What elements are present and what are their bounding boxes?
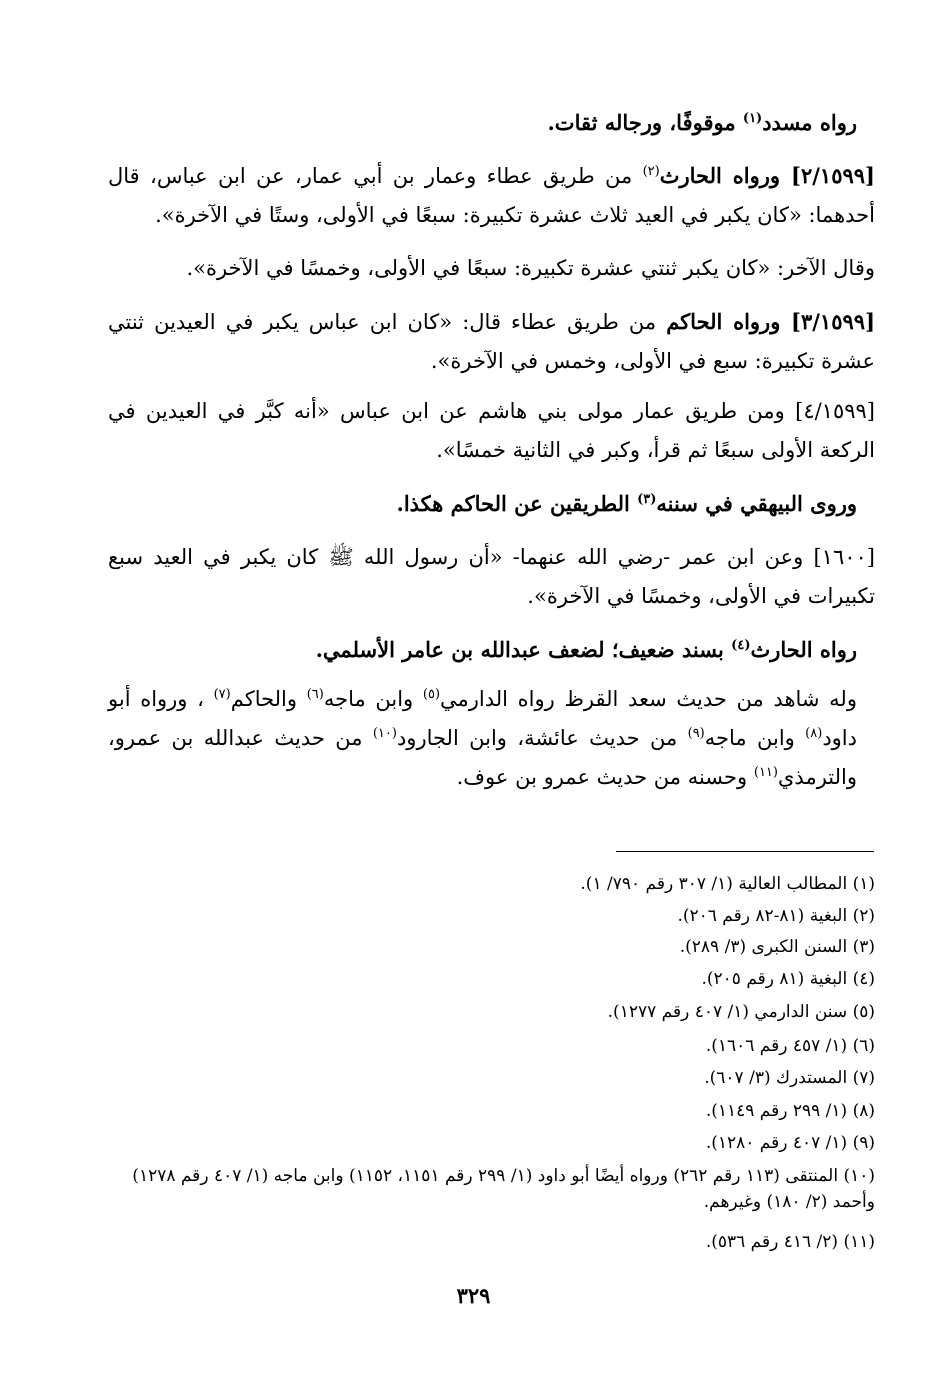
footnote-ref-6[interactable]: (٦) bbox=[306, 687, 324, 702]
footnote-10: (١٠) المنتقى (١١٣ رقم ٢٦٢) ورواه أيضًا أبو داود (١/ ٢٩٩ رقم ١١٥١، ١١٥٢) وابن ماجه (١/ ٤٠٧ رقم ١٢٧٨) وأحمد (٢/ ١٨٠) وغيرهم. bbox=[132, 1166, 875, 1212]
footnote-ref-9[interactable]: (٩) bbox=[687, 726, 705, 741]
footnote-ref-10[interactable]: (١٠) bbox=[372, 726, 397, 741]
paragraph-1: رواه مسدد$^{(١)}$ موقوفًا، ورجاله ثقات. bbox=[547, 110, 857, 135]
footnote-separator bbox=[616, 851, 874, 852]
footnote-11: (١١) (٢/ ٤١٦ رقم ٥٣٦). bbox=[705, 1232, 875, 1252]
page-number: ٣٢٩ bbox=[456, 1283, 491, 1308]
footnote-ref-11[interactable]: (١١) bbox=[753, 765, 778, 780]
footnote-ref-2[interactable]: (٢) bbox=[642, 164, 660, 179]
footnote-ref-5[interactable]: (٥) bbox=[422, 687, 441, 702]
paragraph-8: رواه الحارث$^{(٤)}$ بسند ضعيف؛ لضعف عبدالله بن عامر الأسلمي. bbox=[315, 637, 857, 662]
paragraph-7: [١٦٠٠] وعن ابن عمر -رضي الله عنهما- «أن رسول الله ﷺ كان يكبر في العيد سبع تكبيرات في الأولى، وخمسًا في الآخرة». bbox=[108, 545, 875, 608]
footnote-3: (٣) السنن الكبرى (٣/ ٢٨٩). bbox=[679, 937, 875, 957]
paragraph-9: وله شاهد من حديث سعد القرظ رواه الدارمي$^{(٥)}$ وابن ماجه$^{(٦)}$ والحاكم$^{(٧)}$ ، ورواه أبو داود$^{(٨)}$ وابن ماجه$^{(٩)}$ من حديث عائشة، وابن الجارود$^{(١٠)}$ من حديث عبدالله بن عمرو، والترمذي$^{(١١)}$ وحسنه من حديث عمرو بن عوف. bbox=[108, 687, 857, 789]
footnote-4: (٤) البغية (٨١ رقم ٢٠٥). bbox=[701, 969, 875, 989]
footnote-2: (٢) البغية (٨١-٨٢ رقم ٢٠٦). bbox=[677, 906, 875, 926]
footnote-7: (٧) المستدرك (٣/ ٦٠٧). bbox=[704, 1068, 875, 1088]
paragraph-5: [٤/١٥٩٩] ومن طريق عمار مولى بني هاشم عن ابن عباس «أنه كبَّر في العيدين في الركعة الأولى سبعًا ثم قرأ، وكبر في الثانية خمسًا». bbox=[108, 399, 875, 462]
footnote-ref-8[interactable]: (٨) bbox=[805, 726, 823, 741]
footnote-8: (٨) (١/ ٢٩٩ رقم ١١٤٩). bbox=[705, 1101, 875, 1121]
footnote-6: (٦) (١/ ٤٥٧ رقم ١٦٠٦). bbox=[705, 1036, 875, 1056]
footnote-ref-7[interactable]: (٧) bbox=[213, 687, 231, 702]
footnote-ref-4[interactable]: (٤) bbox=[731, 638, 751, 653]
footnote-5: (٥) سنن الدارمي (١/ ٤٠٧ رقم ١٢٧٧). bbox=[607, 1002, 875, 1022]
paragraph-2: [٢/١٥٩٩] ورواه الحارث$^{(٢)}$ من طريق عطاء وعمار بن أبي عمار، عن ابن عباس، قال أحدهما: «كان يكبر في العيد ثلاث عشرة تكبيرة: سبعًا في الأولى، وستًا في الآخرة». bbox=[108, 163, 875, 227]
footnote-9: (٩) (١/ ٤٠٧ رقم ١٢٨٠). bbox=[705, 1133, 875, 1153]
paragraph-6: وروى البيهقي في سننه$^{(٣)}$ الطريقين عن الحاكم هكذا. bbox=[396, 491, 857, 516]
footnote-ref-1[interactable]: (١) bbox=[742, 111, 763, 126]
paragraph-3: وقال الآخر: «كان يكبر ثنتي عشرة تكبيرة: سبعًا في الأولى، وخمسًا في الآخرة». bbox=[186, 256, 875, 280]
footnote-ref-3[interactable]: (٣) bbox=[637, 492, 657, 507]
paragraph-4: [٣/١٥٩٩] ورواه الحاكم من طريق عطاء قال: «كان ابن عباس يكبر في العيدين ثنتي عشرة تكبيرة: سبع في الأولى، وخمس في الآخرة». bbox=[108, 309, 875, 373]
footnote-1: (١) المطالب العالية (١/ ٣٠٧ رقم ٧٩٠/ ١). bbox=[580, 874, 875, 894]
